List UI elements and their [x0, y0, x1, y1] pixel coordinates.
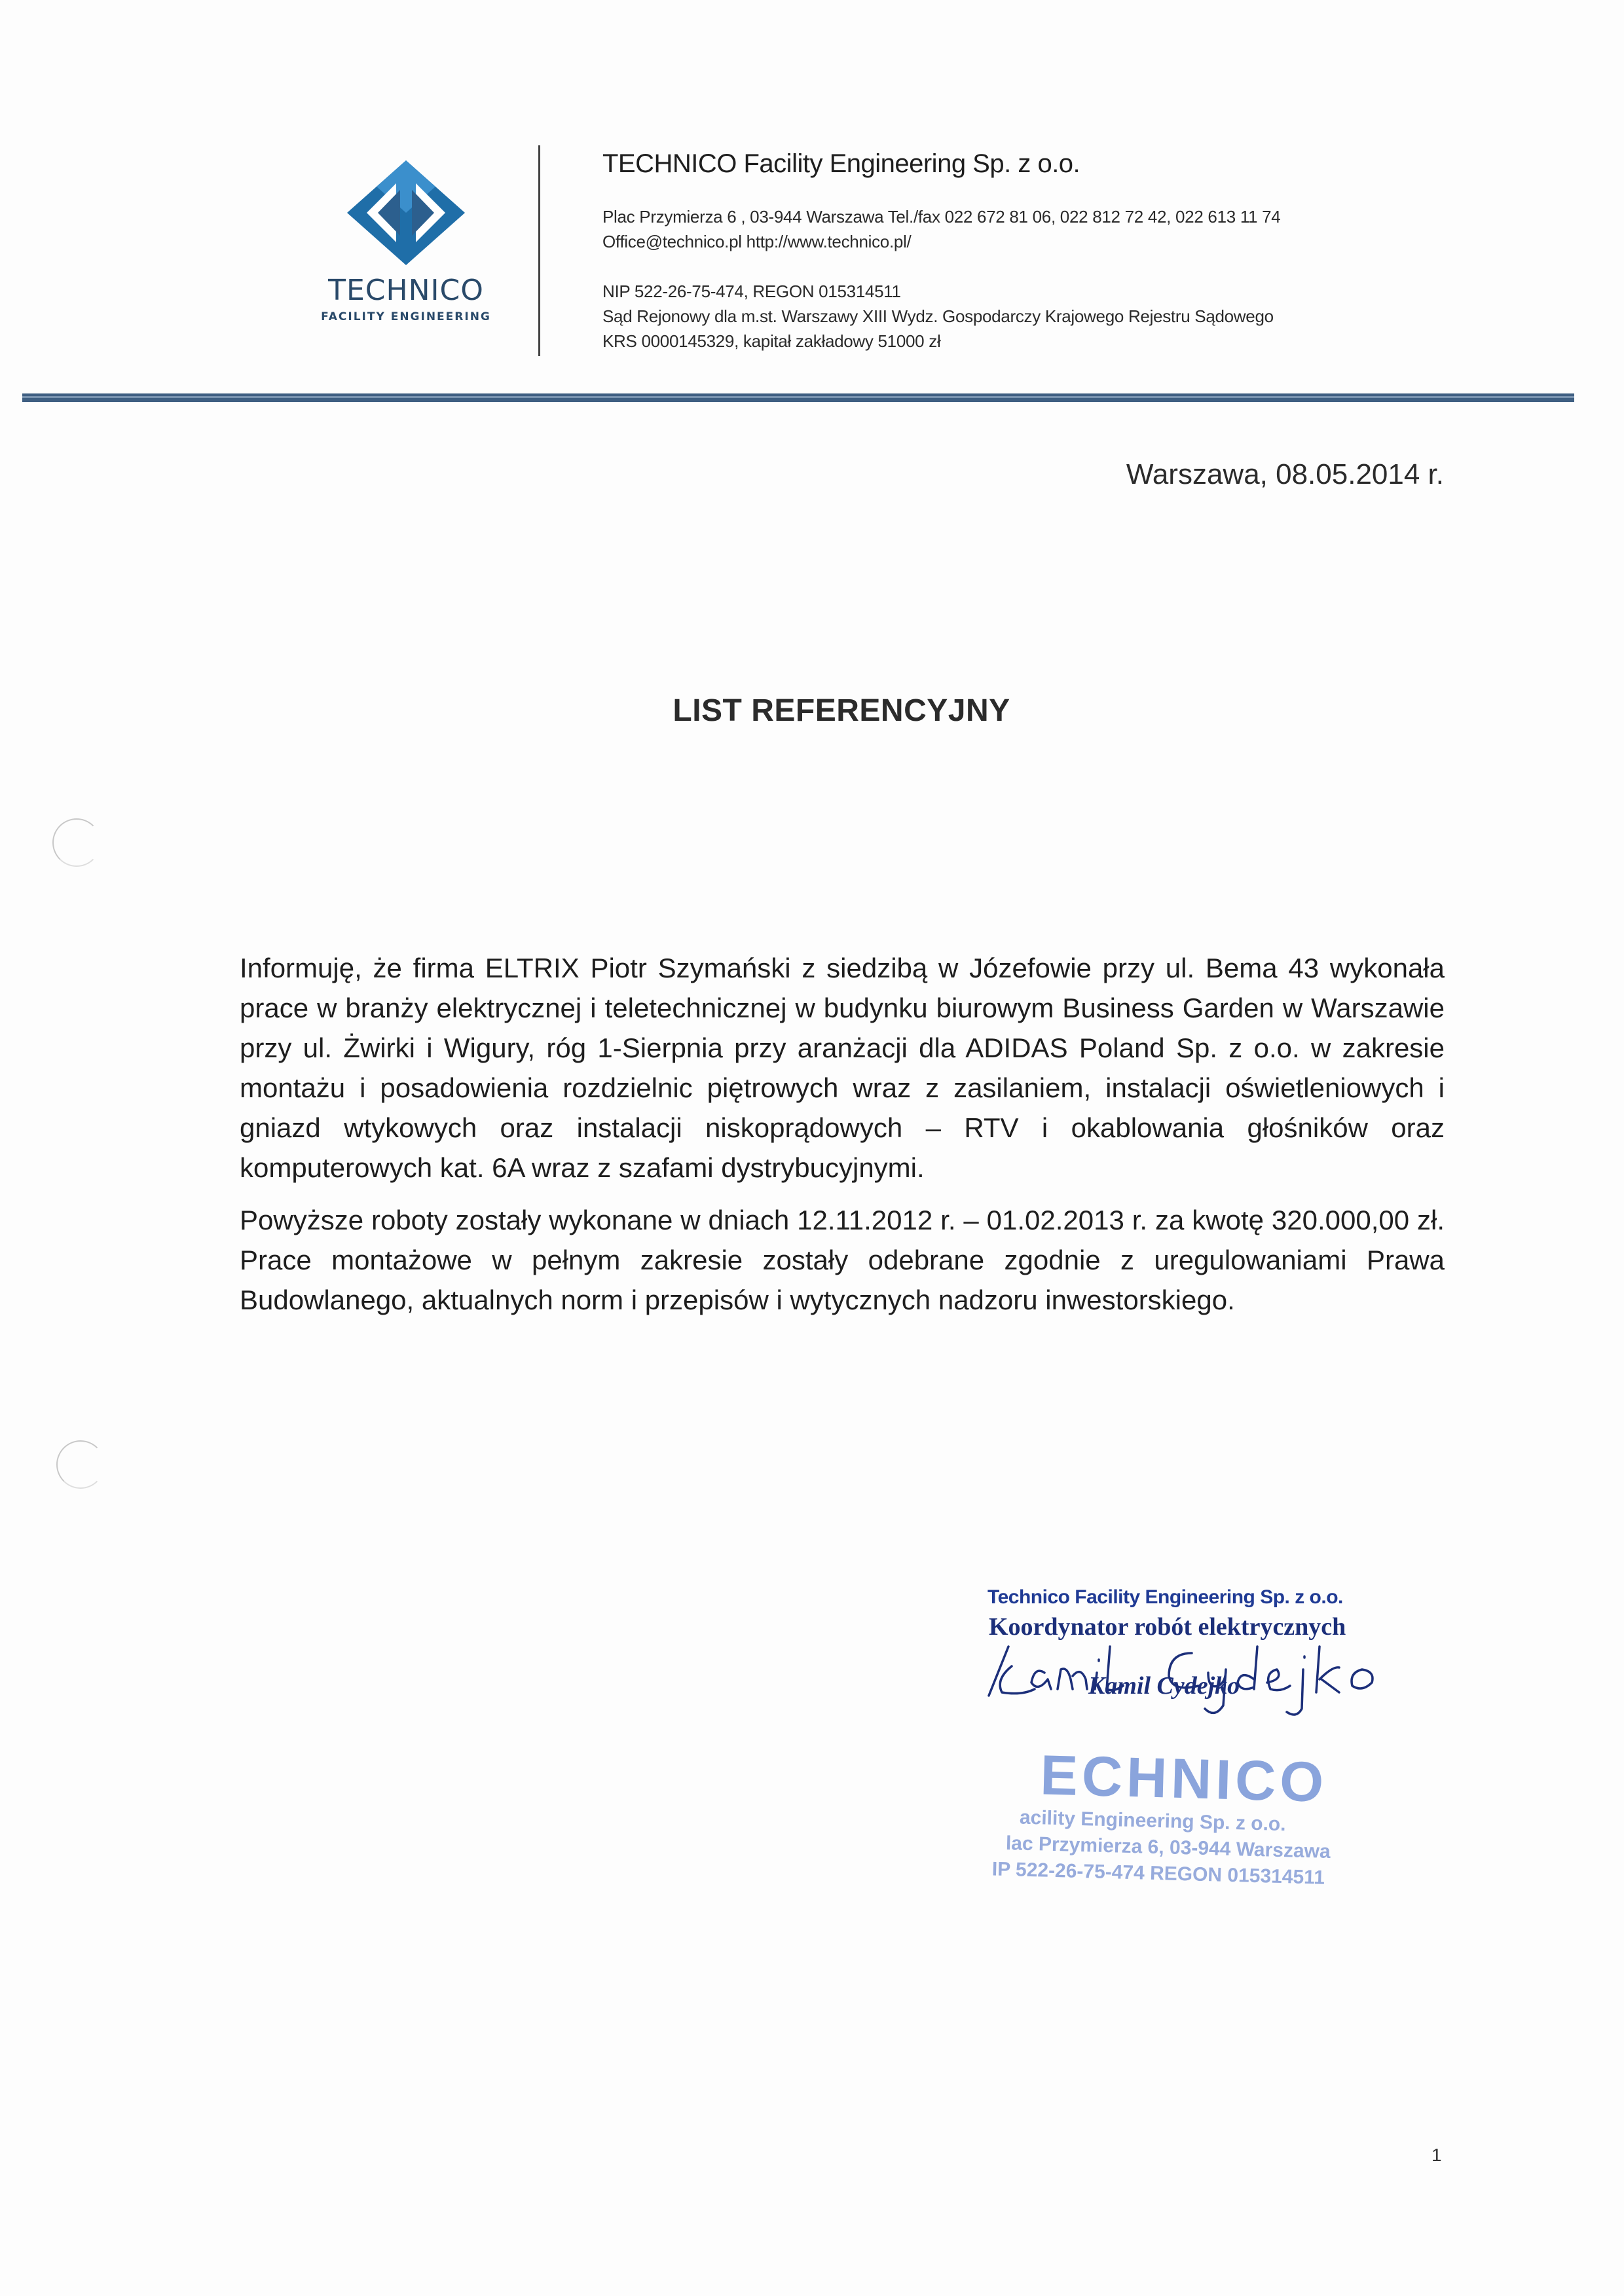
stamp-name: Kamil Cydejko [1088, 1672, 1240, 1700]
company-stamp [978, 1741, 1388, 1909]
signature-block [982, 1581, 1441, 1738]
body-paragraph-1: Informuję, że firma ELTRIX Piotr Szymański z siedzibą w Józefowie przy ul. Bema 43 wykonała prace w branży elektrycznej i teletechnicznej w budynku biurowym Business Garden w Warszawie przy ul. Żwirki i Wigury, róg 1-Sierpnia przy aranżacji dla ADIDAS Poland Sp. z o.o. w zakresie montażu i posadowienia rozdzielnic piętrowych wraz z zasilaniem, instalacji oświetleniowych i gniazd wtykowych oraz instalacji niskoprądowych – RTV i okablowania głośników oraz komputerowych kat. 6A wraz z szafami dystrybucyjnymi. [240, 953, 1445, 1183]
page-number: 1 [1431, 2145, 1442, 2165]
technico-diamond-icon [344, 157, 468, 268]
court-line: Sąd Rejonowy dla m.st. Warszawy XIII Wydz. Gospodarczy Krajowego Rejestru Sądowego [602, 306, 1274, 326]
punch-hole [52, 818, 101, 867]
body-paragraph-2: Powyższe roboty zostały wykonane w dniach 12.11.2012 r. – 01.02.2013 r. za kwotę 320.000,00 zł. Prace montażowe w pełnym zakresie zostały odebrane zgodnie z uregulowaniami Prawa Budowlanego, aktualnych norm i przepisów i wytycznych nadzoru inwestorskiego. [240, 1205, 1445, 1315]
logo-subtitle: FACILITY ENGINEERING [321, 310, 491, 323]
letter-date: Warszawa, 08.05.2014 r. [1126, 458, 1444, 490]
punch-hole [56, 1440, 105, 1489]
logo-name: TECHNICO [328, 274, 484, 307]
company-logo [308, 157, 504, 334]
header-divider [538, 145, 540, 356]
stamp-company: Technico Facility Engineering Sp. z o.o. [987, 1586, 1343, 1608]
stamp-line-2: lac Przymierza 6, 03-944 Warszawa [1005, 1832, 1331, 1863]
document-title: LIST REFERENCYJNY [673, 693, 1010, 728]
nip-line: NIP 522-26-75-474, REGON 015314511 [602, 282, 901, 301]
web-line: Office@technico.pl http://www.technico.pl/ [602, 232, 912, 251]
company-name: TECHNICO Facility Engineering Sp. z o.o. [602, 149, 1080, 178]
stamp-line-3: IP 522-26-75-474 REGON 015314511 [991, 1858, 1325, 1889]
krs-line: KRS 0000145329, kapitał zakładowy 51000 zł [602, 331, 941, 351]
header-rule-highlight [22, 396, 1574, 398]
stamp-logo-text: ECHNICO [1039, 1743, 1329, 1814]
address-line: Plac Przymierza 6 , 03-944 Warszawa Tel./fax 022 672 81 06, 022 812 72 42, 022 613 11 74 [602, 207, 1281, 227]
stamp-role: Koordynator robót elektrycznych [989, 1613, 1346, 1641]
stamp-line-1: acility Engineering Sp. z o.o. [1019, 1806, 1287, 1836]
